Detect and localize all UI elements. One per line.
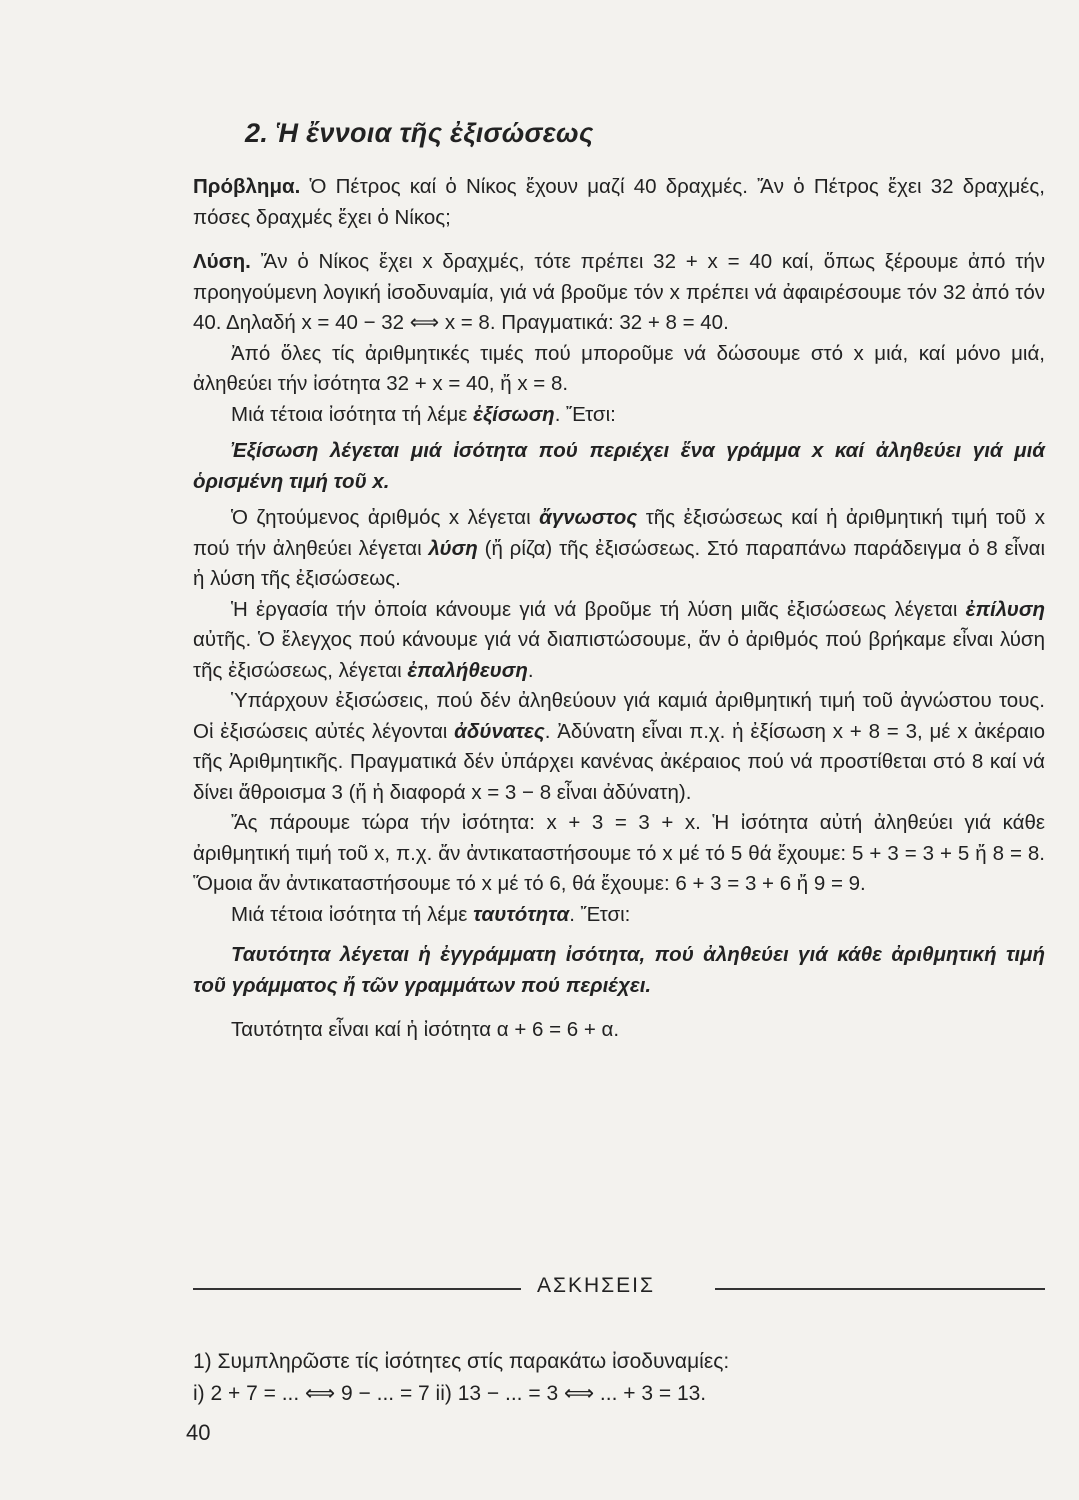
exercise-1-title: 1) Συμπληρῶστε τίς ἰσότητες στίς παρακάτω ἰσοδυναμίες:	[193, 1350, 730, 1373]
exercise-1-line: i) 2 + 7 = ... ⟺ 9 − ... = 7 ii) 13 − ... = 3 ⟺ ... + 3 = 13.	[193, 1382, 707, 1405]
term-equation: ἐξίσωση	[473, 402, 555, 426]
identity-intro-post: . Ἔτσι:	[569, 902, 631, 926]
solving-text-c: .	[527, 658, 534, 682]
unknown-text-b: τῆς ἐξισώσεως καί ἡ ἀριθμητική τιμή τοῦ x πού τήν ἀληθεύει λέγεται	[193, 506, 1045, 560]
equation-definition: Ἐξίσωση λέγεται μιά ἰσότητα πού περιέχει ἕνα γράμμα x καί ἀληθεύει γιά μιά ὁρισμένη τιμή τοῦ x.	[193, 439, 1045, 493]
unknown-text-a: Ὁ ζητούμενος ἀριθμός x λέγεται	[231, 506, 540, 529]
term-impossible: ἀδύνατες	[454, 719, 545, 743]
identity-intro-pre: Μιά τέτοια ἰσότητα τή λέμε	[231, 902, 474, 926]
equation-intro-pre: Μιά τέτοια ἰσότητα τή λέμε	[231, 402, 474, 426]
right-rule	[715, 1288, 1045, 1290]
impossible-paragraph	[193, 686, 1045, 808]
unknown-text-c: (ἤ ρίζα) τῆς ἐξισώσεως. Στό παραπάνω παράδειγμα ὁ 8 εἶναι ἡ λύση τῆς ἐξισώσεως.	[193, 536, 1045, 590]
identity-intro-paragraph	[193, 900, 1045, 931]
left-rule	[193, 1288, 521, 1290]
term-unknown: ἄγνωστος	[539, 506, 638, 529]
solving-paragraph	[193, 595, 1045, 687]
term-solving: ἐπίλυση	[965, 597, 1045, 621]
term-solution: λύση	[428, 536, 478, 560]
equation-intro-paragraph	[193, 400, 1045, 431]
equation-intro-post: . Ἔτσι:	[554, 402, 616, 426]
impossible-text-a: Ὑπάρχουν ἐξισώσεις, πού δέν ἀληθεύουν γιά καμιά ἀριθμητική τιμή τοῦ ἀγνώστου τους. Οἱ ἐξισώσεις αὐτές λέγονται	[193, 689, 1045, 743]
problem-label: Πρόβλημα.	[193, 175, 301, 198]
identity-second-example: Ταυτότητα εἶναι καί ἡ ἰσότητα α + 6 = 6 + α.	[231, 1018, 620, 1041]
exercises-heading: ΑΣΚΗΣΕΙΣ	[537, 1274, 655, 1297]
unknown-paragraph	[193, 503, 1045, 595]
solving-text-b: αὐτῆς. Ὁ ἔλεγχος πού κάνουμε γιά νά διαπιστώσουμε, ἄν ὁ ἀριθμός πού βρήκαμε εἶναι λύση τῆς ἐξισώσεως, λέγεται	[193, 628, 1045, 682]
exercise-1	[193, 1346, 1045, 1410]
impossible-text-b: . Ἀδύνατη εἶναι π.χ. ἡ ἐξίσωση x + 8 = 3, μέ x ἀκέραιο τῆς Ἀριθμητικῆς. Πραγματικά δέν ὑπάρχει κανένας ἀκέραιος πού νά προστίθεται στό 8 καί νά δίνει ἄθροισμα 3 (ἤ ἡ διαφορά x = 3 − 8 εἶναι ἀδύνατη).	[193, 719, 1045, 804]
identity-definition: Ταυτότητα λέγεται ἡ ἐγγράμματη ἰσότητα, πού ἀληθεύει γιά κάθε ἀριθμητική τιμή τοῦ γράμματος ἤ τῶν γραμμάτων πού περιέχει.	[193, 943, 1045, 997]
exercises-header	[193, 1274, 1045, 1304]
section-title: 2. Ἡ ἔννοια τῆς ἐξισώσεως	[245, 118, 594, 148]
body-text	[193, 172, 1045, 1046]
term-verification: ἐπαλήθευση	[407, 658, 528, 682]
all-values-paragraph: Ἀπό ὅλες τίς ἀριθμητικές τιμές πού μποροῦμε νά δώσουμε στό x μιά, καί μόνο μιά, ἀληθεύει τήν ἰσότητα 32 + x = 40, ἤ x = 8.	[193, 341, 1045, 395]
problem-text: Ὁ Πέτρος καί ὁ Νίκος ἔχουν μαζί 40 δραχμές. Ἄν ὁ Πέτρος ἔχει 32 δραχμές, πόσες δραχμές ἔχει ὁ Νίκος;	[193, 175, 1045, 229]
problem-paragraph	[193, 172, 1045, 233]
page-number: 40	[186, 1420, 211, 1445]
solution-label: Λύση.	[193, 250, 251, 273]
identity-example-paragraph: Ἄς πάρουμε τώρα τήν ἰσότητα: x + 3 = 3 + x. Ἡ ἰσότητα αὐτή ἀληθεύει γιά κάθε ἀριθμητική τιμή τοῦ x, π.χ. ἄν ἀντικαταστήσουμε τό x μέ τό 5 θά ἔχουμε: 5 + 3 = 3 + 5 ἤ 8 = 8. Ὅμοια ἄν ἀντικαταστήσουμε τό x μέ τό 6, θά ἔχουμε: 6 + 3 = 3 + 6 ἤ 9 = 9.	[193, 811, 1045, 895]
solving-text-a: Ἡ ἐργασία τήν ὁποία κάνουμε γιά νά βροῦμε τή λύση μιᾶς ἐξισώσεως λέγεται	[231, 597, 966, 621]
term-identity: ταυτότητα	[473, 902, 570, 926]
solution-paragraph	[193, 247, 1045, 339]
solution-text: Ἄν ὁ Νίκος ἔχει x δραχμές, τότε πρέπει 32 + x = 40 καί, ὅπως ξέρουμε ἀπό τήν προηγούμενη λογική ἰσοδυναμία, γιά νά βροῦμε τόν x πρέπει νά ἀφαιρέσουμε τόν 32 ἀπό τόν 40. Δηλαδή x = 40 − 32 ⟺ x = 8. Πραγματικά: 32 + 8 = 40.	[193, 250, 1045, 334]
